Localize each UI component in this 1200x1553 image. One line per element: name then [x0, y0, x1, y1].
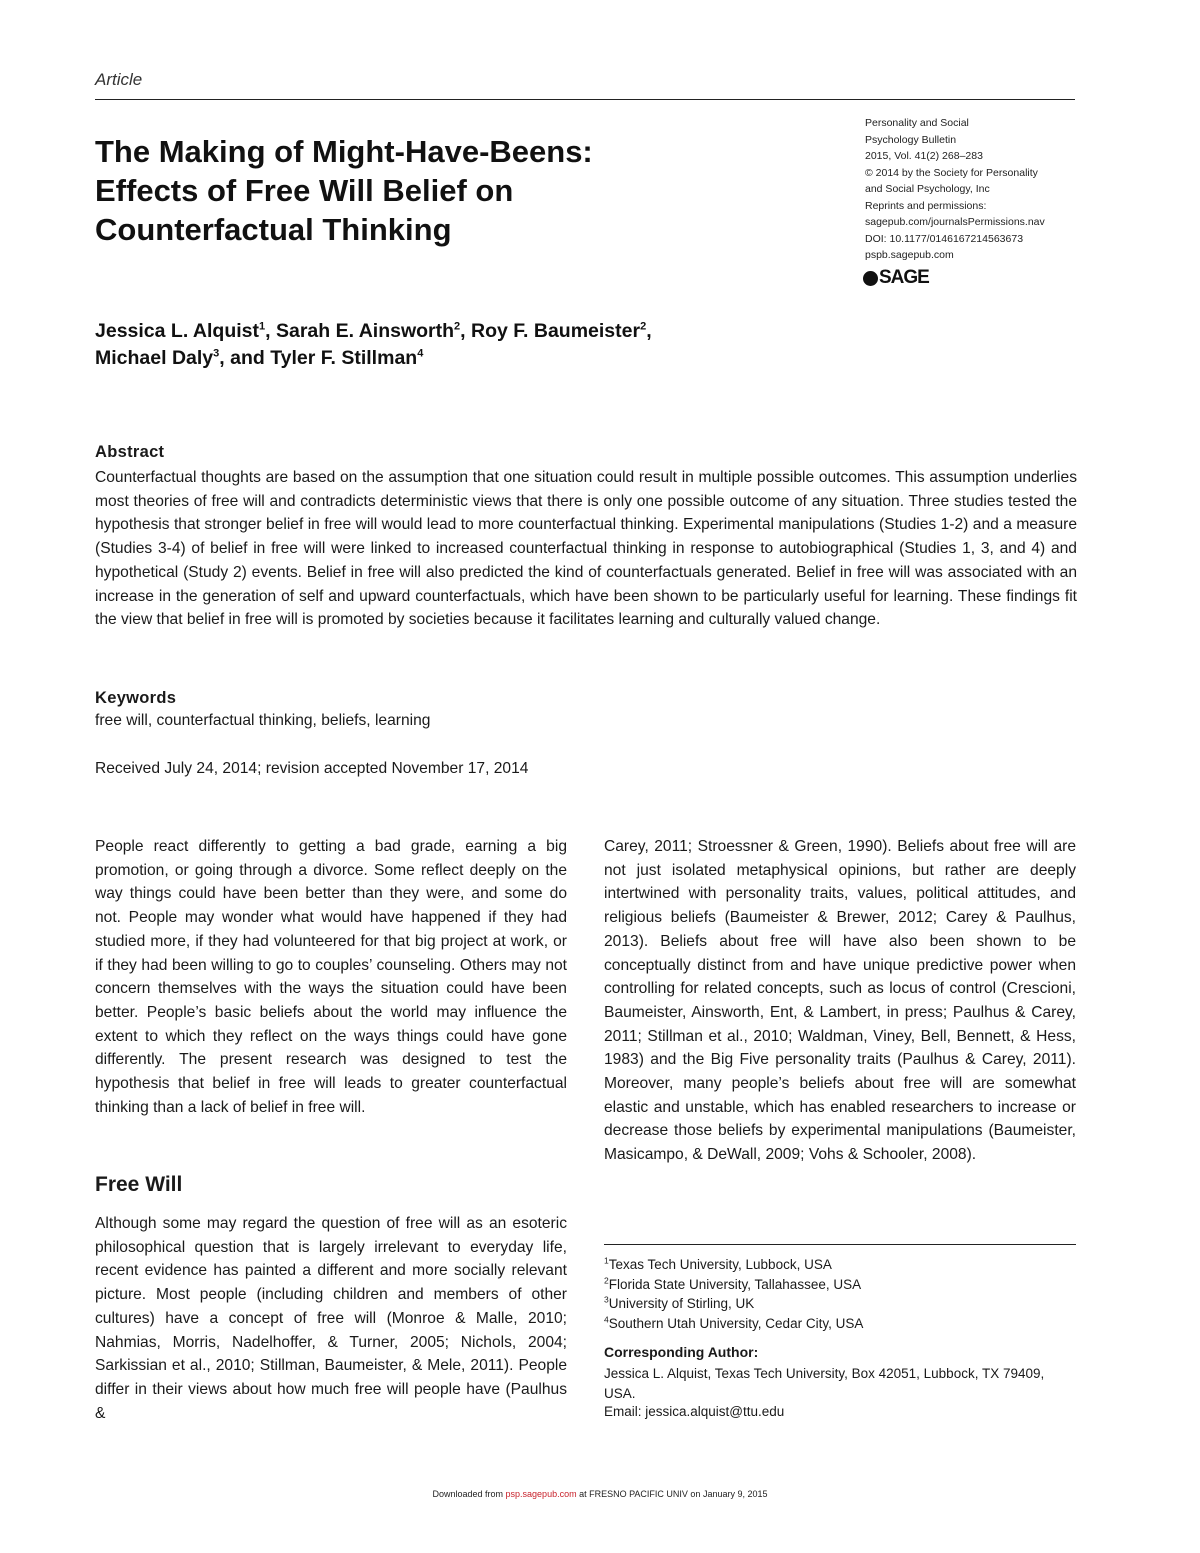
- author-name: Roy F. Baumeister: [471, 320, 641, 342]
- affiliation-number: 4: [604, 1314, 609, 1325]
- affiliation-item: [604, 1294, 1076, 1314]
- doi-link[interactable]: DOI: 10.1177/0146167214563673: [865, 232, 1024, 245]
- right-column-paragraph: Carey, 2011; Stroessner & Green, 1990). Beliefs about free will are not just isolated metaphysical opinions, but rather are deeply intertwined with personality traits, values, political attitudes, and religious beliefs (Baumeister & Brewer, 2012; Carey & Paulhus, 2013). Beliefs about free will have also been shown to be conceptually distinct from and have unique predictive power when controlling for related concepts, such as locus of control (Crescioni, Baumeister, Ainsworth, Ent, & Lambert, in press; Paulhus & Carey, 2011; Stillman et al., 2010; Waldman, Viney, Bell, Bennett, & Hess, 1983) and the Big Five personality traits (Paulhus & Carey, 2011). Moreover, many people’s beliefs about free will are somewhat elastic and unstable, which has enabled researchers to increase or decrease those beliefs by experimental manipulations (Baumeister, Masicampo, & DeWall, 2009; Vohs & Schooler, 2008).: [604, 838, 1076, 1164]
- download-note-suffix: at FRESNO PACIFIC UNIV on January 9, 2015: [576, 1489, 768, 1499]
- affiliation-item: [604, 1255, 1076, 1275]
- author-affiliation-mark: 1: [259, 320, 266, 333]
- author-list: [95, 318, 895, 372]
- title-line: Effects of Free Will Belief on: [95, 173, 514, 208]
- corresponding-author-text: Jessica L. Alquist, Texas Tech University, Box 42051, Lubbock, TX 79409, USA.: [604, 1366, 1045, 1401]
- article-title: [95, 132, 815, 249]
- journal-meta: [865, 115, 1080, 264]
- author-name: Tyler F. Stillman: [270, 347, 418, 369]
- download-note: [0, 1489, 1200, 1499]
- affiliation-number: 3: [604, 1294, 609, 1305]
- author-separator: , and: [219, 347, 271, 369]
- affiliation-item: [604, 1314, 1076, 1334]
- affiliation-text: University of Stirling, UK: [608, 1296, 755, 1312]
- journal-meta-line: Personality and Social: [865, 117, 969, 129]
- download-source-link[interactable]: psp.sagepub.com: [505, 1489, 577, 1499]
- journal-meta-line: Psychology Bulletin: [865, 133, 957, 146]
- corresponding-author-email[interactable]: Email: jessica.alquist@ttu.edu: [604, 1404, 785, 1419]
- affiliation-number: 1: [604, 1255, 609, 1266]
- affiliations: [604, 1255, 1076, 1333]
- sage-logo-dot-icon: [863, 271, 878, 286]
- article-label: Article: [95, 70, 143, 89]
- affiliation-text: Florida State University, Tallahassee, USA: [608, 1276, 862, 1292]
- corresponding-author-heading: Corresponding Author:: [604, 1344, 759, 1360]
- author-affiliation-mark: 3: [213, 347, 220, 360]
- free-will-paragraph: Although some may regard the question of free will as an esoteric philosophical question that is largely irrelevant to everyday life, recent evidence has painted a different and more socially relevant picture. Most people (including children and members of other cultures) have a concept of free will (Monroe & Malle, 2010; Nahmias, Morris, Nadelhoffer, & Turner, 2005; Nichols, 2004; Sarkissian et al., 2010; Stillman, Baumeister, & Mele, 2011). People differ in their views about how much free will people have (Paulhus &: [95, 1215, 567, 1422]
- abstract-text: Counterfactual thoughts are based on the assumption that one situation could result in multiple possible outcomes. This assumption underlies most theories of free will and contradicts deterministic views that there is only one possible outcome of any situation. Three studies tested the hypothesis that stronger belief in free will would lead to more counterfactual thinking. Experimental manipulations (Studies 1-2) and a measure (Studies 3-4) of belief in free will were linked to increased counterfactual thinking in response to autobiographical (Studies 1, 3, and 4) and hypothetical (Study 2) events. Belief in free will also predicted the kind of counterfactuals generated. Belief in free will was associated with an increase in the generation of self and upward counterfactuals, which have been shown to be particularly useful for learning. These findings fit the view that belief in free will is promoted by societies because it facilitates learning and culturally valued change.: [95, 469, 1077, 629]
- affiliation-text: Texas Tech University, Lubbock, USA: [608, 1257, 832, 1272]
- author-name: Michael Daly: [95, 347, 214, 369]
- author-separator: ,: [646, 320, 652, 342]
- footnote-rule: [604, 1244, 1076, 1245]
- author-separator: ,: [460, 320, 472, 342]
- intro-paragraph: People react differently to getting a bad grade, earning a big promotion, or going through a divorce. Some reflect deeply on the way things could have been better than they were, and some do not. People may wonder what would have happened if they had studied more, if they had volunteered for that big project at work, or if they had been willing to go to couples’ counseling. Others may not concern themselves with the ways the situation could have been better. People’s basic beliefs about the world may influence the extent to which they reflect on the ways things could have gone differently. The present research was designed to test the hypothesis that belief in free will leads to greater counterfactual thinking than a lack of belief in free will.: [95, 838, 567, 1116]
- author-affiliation-mark: 2: [640, 320, 647, 333]
- header-rule: [95, 99, 1075, 100]
- title-line: The Making of Might-Have-Beens:: [95, 134, 593, 169]
- keywords-heading: Keywords: [95, 689, 177, 707]
- affiliation-item: [604, 1275, 1076, 1295]
- author-name: Jessica L. Alquist: [95, 320, 260, 342]
- affiliation-number: 2: [604, 1275, 609, 1286]
- journal-site-link[interactable]: pspb.sagepub.com: [865, 249, 954, 261]
- abstract-heading: Abstract: [95, 443, 165, 461]
- sage-logo-text: SAGE: [879, 267, 929, 288]
- sage-logo: [863, 266, 929, 290]
- received-date: Received July 24, 2014; revision accepted November 17, 2014: [95, 760, 529, 777]
- author-affiliation-mark: 2: [454, 320, 461, 333]
- journal-meta-line: 2015, Vol. 41(2) 268–283: [865, 150, 983, 162]
- permissions-link[interactable]: sagepub.com/journalsPermissions.nav: [865, 216, 1045, 228]
- keywords-text: free will, counterfactual thinking, beliefs, learning: [95, 712, 431, 729]
- author-affiliation-mark: 4: [417, 347, 424, 360]
- title-line: Counterfactual Thinking: [95, 212, 452, 247]
- journal-meta-line: © 2014 by the Society for Personality: [865, 166, 1038, 179]
- section-heading: Free Will: [95, 1173, 183, 1196]
- journal-meta-line: Reprints and permissions:: [865, 199, 987, 212]
- journal-meta-line: and Social Psychology, Inc: [865, 183, 990, 195]
- download-note-prefix: Downloaded from: [432, 1489, 506, 1499]
- author-separator: ,: [265, 320, 276, 342]
- author-name: Sarah E. Ainsworth: [275, 320, 455, 342]
- affiliation-text: Southern Utah University, Cedar City, USA: [608, 1315, 864, 1331]
